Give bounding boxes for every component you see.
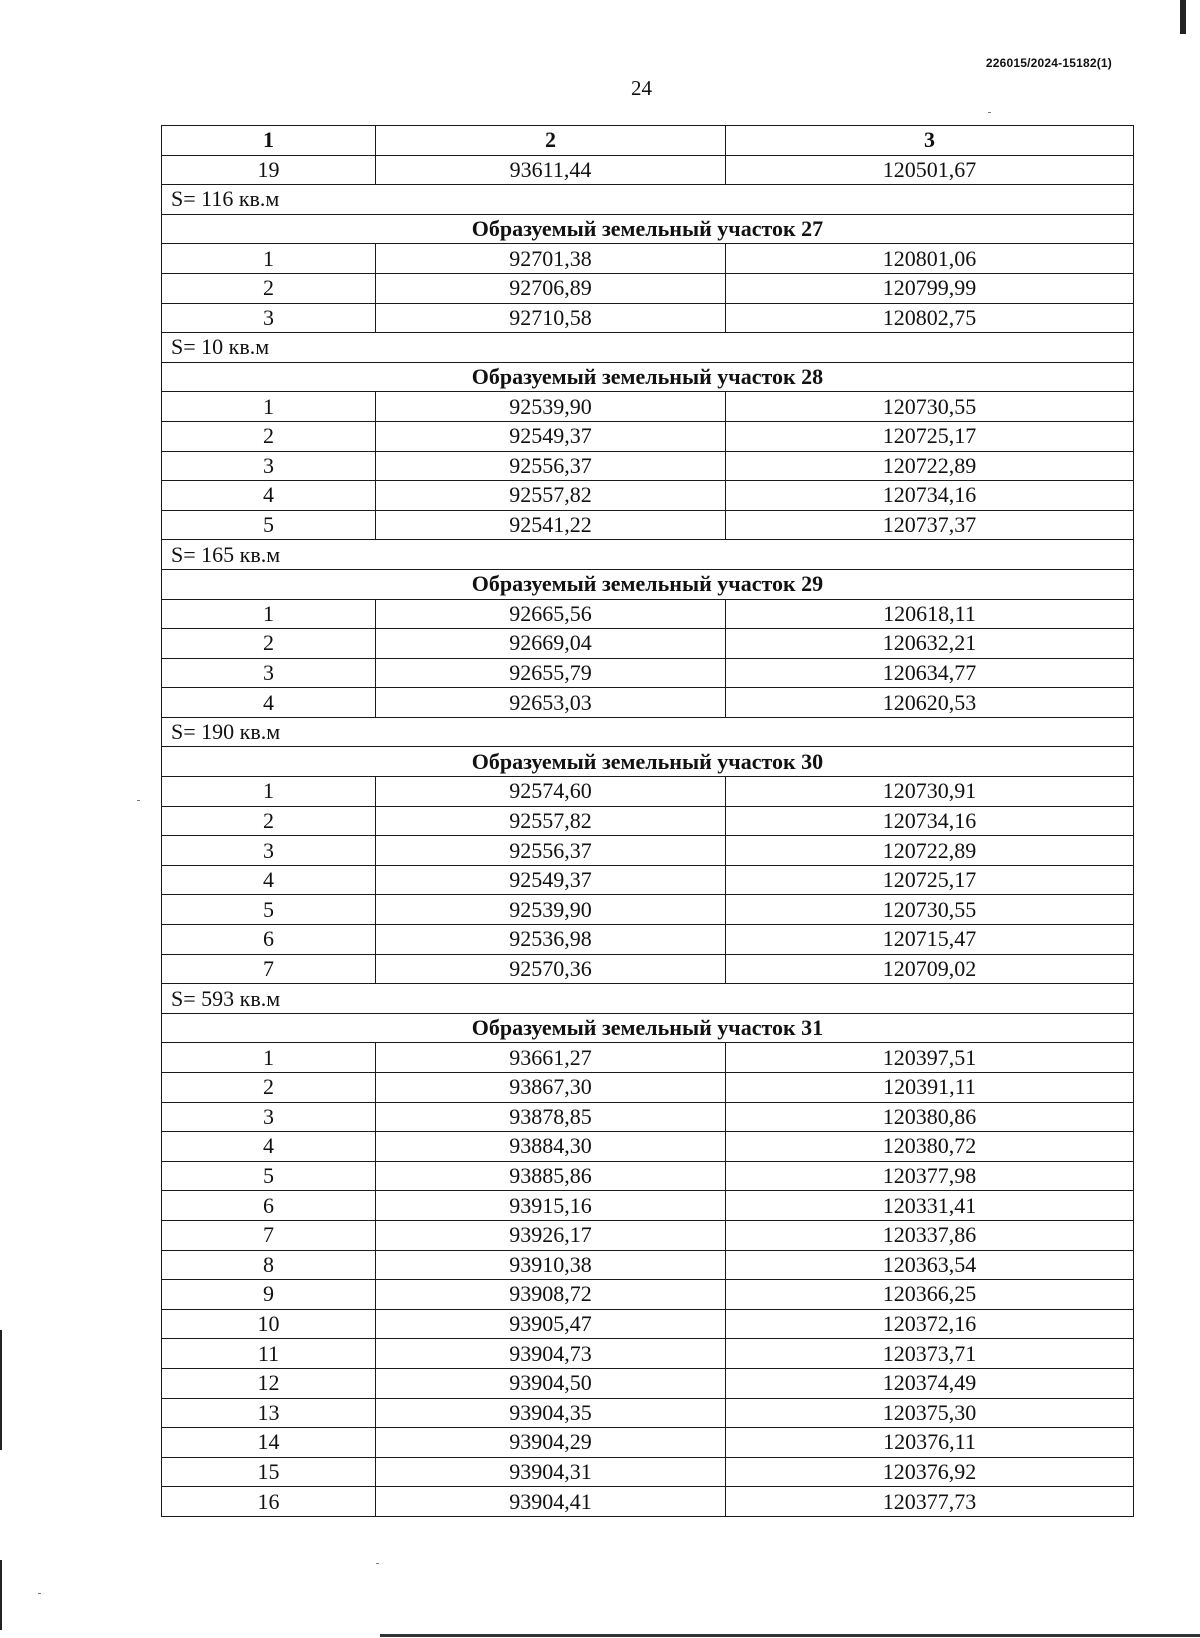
y-coordinate-cell: 120715,47 (726, 925, 1134, 955)
y-coordinate-cell: 120373,71 (726, 1339, 1134, 1369)
point-number-cell: 3 (162, 303, 376, 333)
point-number-cell: 2 (162, 421, 376, 451)
x-coordinate-cell: 93915,16 (376, 1191, 726, 1221)
x-coordinate-cell: 93904,31 (376, 1457, 726, 1487)
section-title: Образуемый земельный участок 29 (162, 569, 1134, 599)
point-number-cell: 2 (162, 273, 376, 303)
column-header: 2 (376, 126, 726, 156)
y-coordinate-cell: 120391,11 (726, 1073, 1134, 1103)
point-number-cell: 15 (162, 1457, 376, 1487)
point-number-cell: 13 (162, 1398, 376, 1428)
area-value: S= 593 кв.м (162, 984, 1134, 1014)
y-coordinate-cell: 120632,21 (726, 629, 1134, 659)
table-row (162, 392, 1134, 422)
point-number-cell: 4 (162, 865, 376, 895)
coordinates-table-body (162, 126, 1134, 1517)
x-coordinate-cell: 93904,29 (376, 1428, 726, 1458)
y-coordinate-cell: 120737,37 (726, 510, 1134, 540)
scan-speck (38, 1593, 41, 1594)
point-number-cell: 6 (162, 925, 376, 955)
scan-bottom-rule (380, 1634, 1200, 1637)
table-row (162, 895, 1134, 925)
x-coordinate-cell: 92655,79 (376, 658, 726, 688)
x-coordinate-cell: 92570,36 (376, 954, 726, 984)
point-number-cell: 7 (162, 1220, 376, 1250)
point-number-cell: 2 (162, 629, 376, 659)
y-coordinate-cell: 120618,11 (726, 599, 1134, 629)
x-coordinate-cell: 93884,30 (376, 1132, 726, 1162)
area-value: S= 190 кв.м (162, 717, 1134, 747)
table-row (162, 481, 1134, 511)
x-coordinate-cell: 93910,38 (376, 1250, 726, 1280)
point-number-cell: 1 (162, 777, 376, 807)
y-coordinate-cell: 120734,16 (726, 806, 1134, 836)
y-coordinate-cell: 120725,17 (726, 421, 1134, 451)
x-coordinate-cell: 93905,47 (376, 1309, 726, 1339)
point-number-cell: 7 (162, 954, 376, 984)
table-row (162, 1250, 1134, 1280)
table-row (162, 451, 1134, 481)
x-coordinate-cell: 93878,85 (376, 1102, 726, 1132)
scan-edge-mark (0, 1560, 2, 1630)
x-coordinate-cell: 92556,37 (376, 451, 726, 481)
scan-edge-mark (0, 1330, 2, 1450)
x-coordinate-cell: 92541,22 (376, 510, 726, 540)
y-coordinate-cell: 120376,11 (726, 1428, 1134, 1458)
coordinates-table (161, 125, 1134, 1517)
point-number-cell: 1 (162, 392, 376, 422)
x-coordinate-cell: 92653,03 (376, 688, 726, 718)
table-row (162, 865, 1134, 895)
x-coordinate-cell: 93904,73 (376, 1339, 726, 1369)
table-row (162, 1220, 1134, 1250)
table-header-row (162, 126, 1134, 156)
table-row (162, 1487, 1134, 1517)
x-coordinate-cell: 93904,35 (376, 1398, 726, 1428)
y-coordinate-cell: 120397,51 (726, 1043, 1134, 1073)
area-row (162, 540, 1134, 570)
table-row (162, 954, 1134, 984)
scan-speck (376, 1563, 379, 1564)
table-row (162, 1398, 1134, 1428)
section-title-row (162, 1013, 1134, 1043)
x-coordinate-cell: 93885,86 (376, 1161, 726, 1191)
point-number-cell: 2 (162, 1073, 376, 1103)
page-number: 24 (631, 76, 652, 100)
table-row (162, 273, 1134, 303)
x-coordinate-cell: 92669,04 (376, 629, 726, 659)
x-coordinate-cell: 92536,98 (376, 925, 726, 955)
point-number-cell: 5 (162, 510, 376, 540)
area-row (162, 185, 1134, 215)
x-coordinate-cell: 92557,82 (376, 481, 726, 511)
x-coordinate-cell: 92556,37 (376, 836, 726, 866)
y-coordinate-cell: 120376,92 (726, 1457, 1134, 1487)
y-coordinate-cell: 120380,72 (726, 1132, 1134, 1162)
point-number-cell: 11 (162, 1339, 376, 1369)
scan-speck (137, 800, 140, 801)
column-header: 3 (726, 126, 1134, 156)
scan-speck (988, 112, 991, 113)
table-row (162, 1339, 1134, 1369)
point-number-cell: 3 (162, 451, 376, 481)
table-row (162, 1161, 1134, 1191)
x-coordinate-cell: 92557,82 (376, 806, 726, 836)
x-coordinate-cell: 93908,72 (376, 1280, 726, 1310)
section-title-row (162, 214, 1134, 244)
section-title: Образуемый земельный участок 31 (162, 1013, 1134, 1043)
point-number-cell: 14 (162, 1428, 376, 1458)
table-row (162, 510, 1134, 540)
table-row (162, 421, 1134, 451)
table-row (162, 1191, 1134, 1221)
y-coordinate-cell: 120375,30 (726, 1398, 1134, 1428)
area-row (162, 984, 1134, 1014)
table-row (162, 1368, 1134, 1398)
x-coordinate-cell: 92701,38 (376, 244, 726, 274)
y-coordinate-cell: 120331,41 (726, 1191, 1134, 1221)
y-coordinate-cell: 120620,53 (726, 688, 1134, 718)
y-coordinate-cell: 120377,73 (726, 1487, 1134, 1517)
point-number-cell: 10 (162, 1309, 376, 1339)
document-id: 226015/2024-15182(1) (985, 56, 1112, 70)
y-coordinate-cell: 120730,91 (726, 777, 1134, 807)
y-coordinate-cell: 120730,55 (726, 392, 1134, 422)
point-number-cell: 3 (162, 836, 376, 866)
section-title: Образуемый земельный участок 30 (162, 747, 1134, 777)
y-coordinate-cell: 120377,98 (726, 1161, 1134, 1191)
point-number-cell: 4 (162, 1132, 376, 1162)
point-number-cell: 1 (162, 599, 376, 629)
point-number-cell: 3 (162, 1102, 376, 1132)
area-row (162, 333, 1134, 363)
section-title-row (162, 362, 1134, 392)
x-coordinate-cell: 93926,17 (376, 1220, 726, 1250)
section-title-row (162, 569, 1134, 599)
point-number-cell: 6 (162, 1191, 376, 1221)
area-row (162, 717, 1134, 747)
point-number-cell: 5 (162, 895, 376, 925)
point-number-cell: 4 (162, 688, 376, 718)
table-row (162, 244, 1134, 274)
x-coordinate-cell: 93611,44 (376, 155, 726, 185)
y-coordinate-cell: 120363,54 (726, 1250, 1134, 1280)
point-number-cell: 2 (162, 806, 376, 836)
scan-edge-mark (1180, 0, 1186, 34)
y-coordinate-cell: 120799,99 (726, 273, 1134, 303)
table-row (162, 836, 1134, 866)
section-title-row (162, 747, 1134, 777)
point-number-cell: 8 (162, 1250, 376, 1280)
y-coordinate-cell: 120709,02 (726, 954, 1134, 984)
point-number-cell: 12 (162, 1368, 376, 1398)
y-coordinate-cell: 120722,89 (726, 836, 1134, 866)
point-number-cell: 4 (162, 481, 376, 511)
table-row (162, 1280, 1134, 1310)
y-coordinate-cell: 120634,77 (726, 658, 1134, 688)
table-row (162, 1309, 1134, 1339)
x-coordinate-cell: 92665,56 (376, 599, 726, 629)
y-coordinate-cell: 120722,89 (726, 451, 1134, 481)
area-value: S= 10 кв.м (162, 333, 1134, 363)
table-row (162, 1457, 1134, 1487)
y-coordinate-cell: 120374,49 (726, 1368, 1134, 1398)
y-coordinate-cell: 120337,86 (726, 1220, 1134, 1250)
section-title: Образуемый земельный участок 28 (162, 362, 1134, 392)
y-coordinate-cell: 120730,55 (726, 895, 1134, 925)
x-coordinate-cell: 92549,37 (376, 421, 726, 451)
area-value: S= 116 кв.м (162, 185, 1134, 215)
table-row (162, 1043, 1134, 1073)
x-coordinate-cell: 93904,50 (376, 1368, 726, 1398)
table-row (162, 303, 1134, 333)
area-value: S= 165 кв.м (162, 540, 1134, 570)
x-coordinate-cell: 92574,60 (376, 777, 726, 807)
point-number-cell: 3 (162, 658, 376, 688)
point-number-cell: 19 (162, 155, 376, 185)
table-row (162, 629, 1134, 659)
y-coordinate-cell: 120372,16 (726, 1309, 1134, 1339)
x-coordinate-cell: 92539,90 (376, 895, 726, 925)
y-coordinate-cell: 120734,16 (726, 481, 1134, 511)
y-coordinate-cell: 120801,06 (726, 244, 1134, 274)
section-title: Образуемый земельный участок 27 (162, 214, 1134, 244)
x-coordinate-cell: 93867,30 (376, 1073, 726, 1103)
table-row (162, 925, 1134, 955)
table-row (162, 658, 1134, 688)
x-coordinate-cell: 92706,89 (376, 273, 726, 303)
y-coordinate-cell: 120501,67 (726, 155, 1134, 185)
x-coordinate-cell: 93661,27 (376, 1043, 726, 1073)
table-row (162, 1102, 1134, 1132)
table-row (162, 688, 1134, 718)
table-row (162, 777, 1134, 807)
y-coordinate-cell: 120366,25 (726, 1280, 1134, 1310)
x-coordinate-cell: 92539,90 (376, 392, 726, 422)
table-row (162, 599, 1134, 629)
x-coordinate-cell: 92549,37 (376, 865, 726, 895)
column-header: 1 (162, 126, 376, 156)
x-coordinate-cell: 93904,41 (376, 1487, 726, 1517)
table-row (162, 1132, 1134, 1162)
x-coordinate-cell: 92710,58 (376, 303, 726, 333)
table-row (162, 155, 1134, 185)
point-number-cell: 1 (162, 1043, 376, 1073)
y-coordinate-cell: 120380,86 (726, 1102, 1134, 1132)
point-number-cell: 1 (162, 244, 376, 274)
point-number-cell: 16 (162, 1487, 376, 1517)
table-row (162, 1428, 1134, 1458)
point-number-cell: 5 (162, 1161, 376, 1191)
y-coordinate-cell: 120802,75 (726, 303, 1134, 333)
table-row (162, 1073, 1134, 1103)
table-row (162, 806, 1134, 836)
point-number-cell: 9 (162, 1280, 376, 1310)
y-coordinate-cell: 120725,17 (726, 865, 1134, 895)
